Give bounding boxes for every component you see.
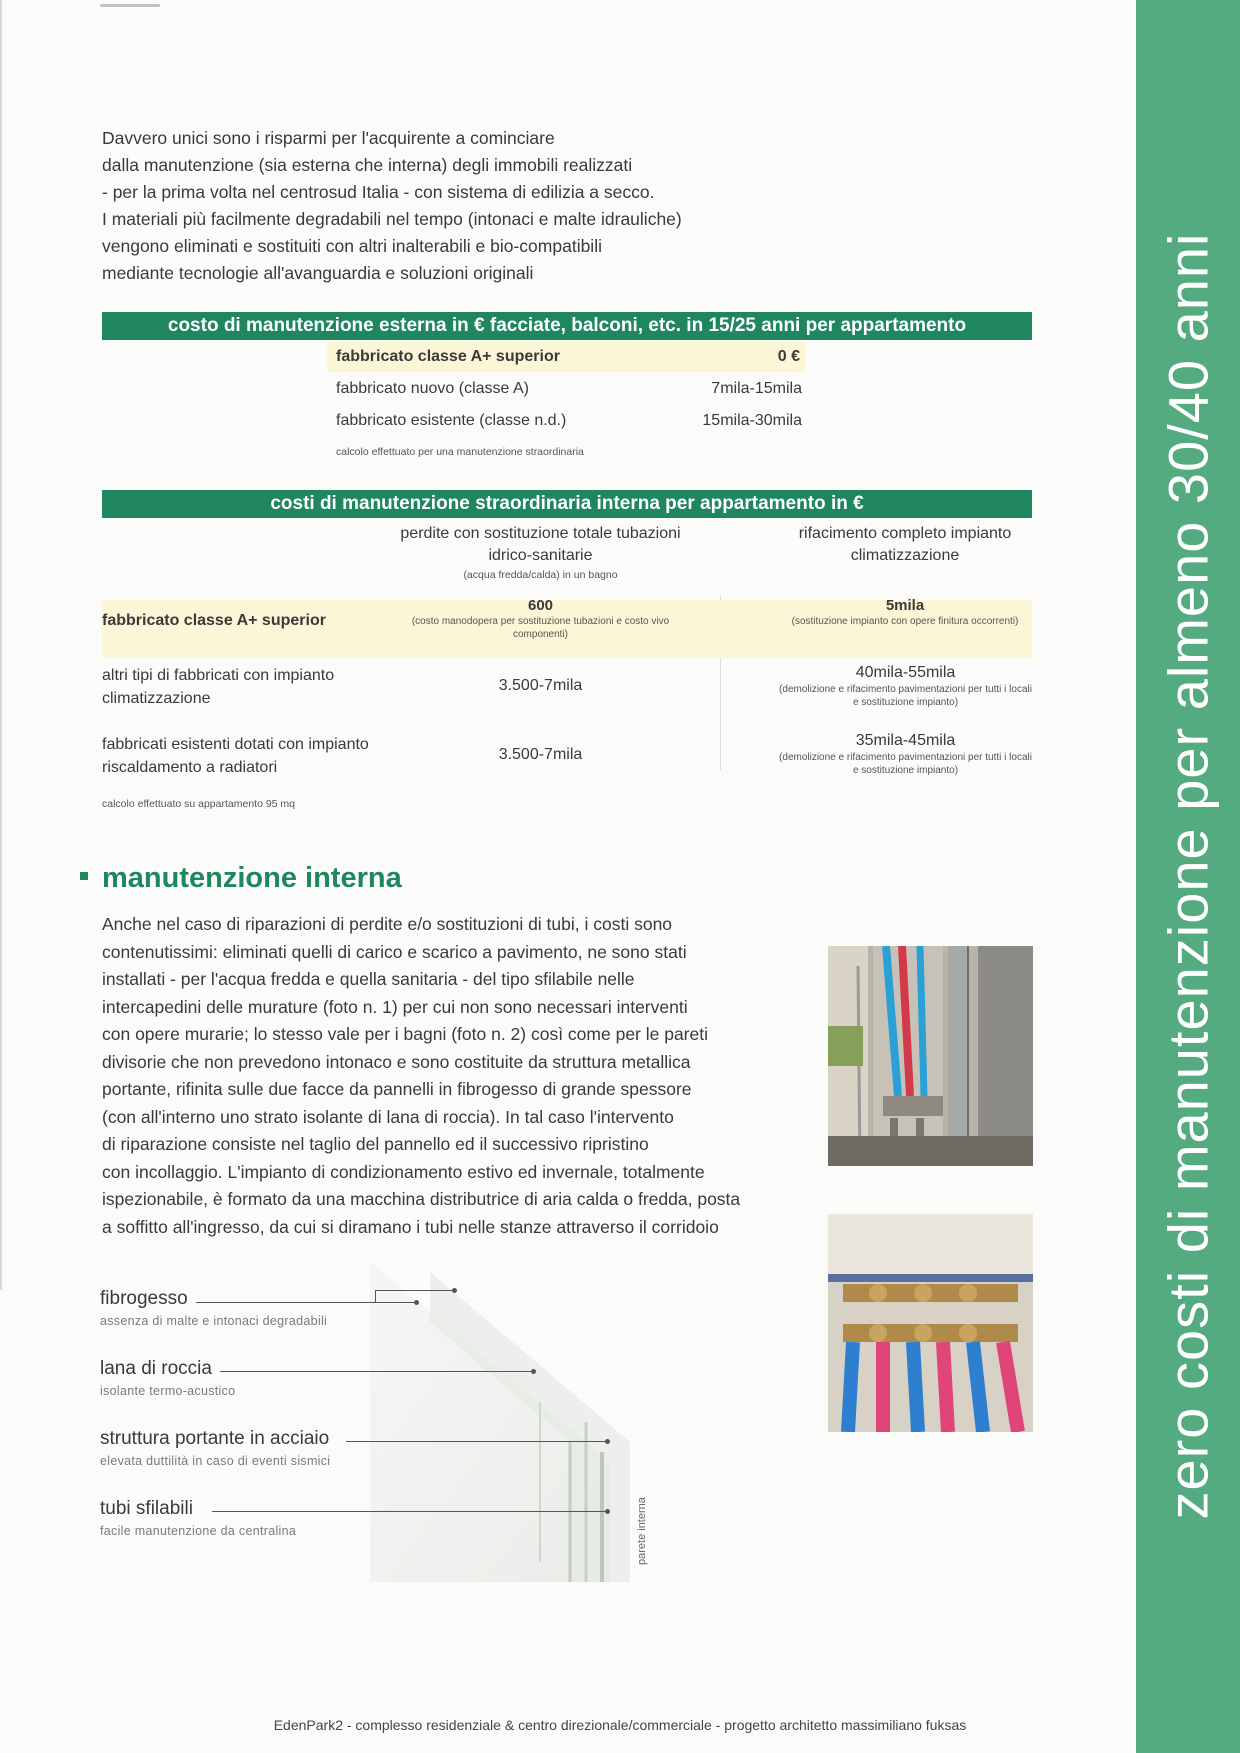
leader-line: [220, 1371, 534, 1372]
section-body: [102, 911, 782, 1241]
value-hvac-note: (demolizione e rifacimento pavimentazioni per tutti i locali e sostituzione impianto): [779, 752, 1032, 776]
body-line: con opere murarie; lo stesso vale per i bagni (foto n. 2) così come per le pareti: [102, 1024, 708, 1044]
external-note: calcolo effettuato per una manutenzione straordinaria: [336, 446, 584, 458]
layer-label: struttura portante in acciaio: [100, 1428, 330, 1449]
body-line: intercapedini delle murature (foto n. 1) per cui non sono necessari interventi: [102, 996, 688, 1017]
internal-cost-header: costi di manutenzione straordinaria interna per appartamento in €: [102, 490, 1032, 518]
leader-dot: [605, 1439, 610, 1444]
col1-title: perdite con sostituzione totale tubazioni idrico-sanitarie: [400, 525, 681, 564]
leader-line: [375, 1290, 455, 1291]
col1-subtitle: (acqua fredda/calda) in un bagno: [463, 569, 618, 581]
photo-pipes-in-wall: [828, 946, 1033, 1166]
body-line: con incollaggio. L'impianto di condizionamento estivo ed invernale, totalmente: [102, 1161, 705, 1182]
intro-line: dalla manutenzione (sia esterna che interna) degli immobili realizzati: [102, 155, 633, 175]
external-row-value: 7mila-15mila: [711, 380, 802, 397]
section-title: manutenzione interna: [102, 862, 402, 894]
top-mark: [100, 4, 160, 7]
body-line: portante, rifinita sulle due facce da pannelli in fibrogesso di grande spessore: [102, 1079, 692, 1099]
leader-dot: [414, 1300, 419, 1305]
value-hvac: 5mila: [885, 597, 925, 614]
external-row-label: fabbricato nuovo (classe A): [336, 380, 529, 397]
body-line: ispezionabile, è formato da una macchina distributrice di aria calda o fredda, posta: [102, 1189, 741, 1209]
page-footer: EdenPark2 - complesso residenziale & centro direzionale/commerciale - progetto architetto massimiliano fuksas: [273, 1717, 967, 1733]
col1-header: [383, 523, 698, 583]
wall-section-diagram: [330, 1262, 630, 1582]
body-line: contenutissimi: eliminati quelli di carico e scarico a pavimento, ne sono stati: [102, 941, 687, 962]
external-row-value: 15mila-30mila: [702, 412, 802, 429]
leader-dot: [452, 1288, 457, 1293]
intro-line: Davvero unici sono i risparmi per l'acquirente a cominciare: [102, 128, 555, 148]
value-hvac-note: (sostituzione impianto con opere finitura occorrenti): [791, 616, 1019, 627]
page-edge-line: [0, 0, 2, 1290]
leader-line: [375, 1290, 376, 1302]
layer-description: elevata duttilità in caso di eventi sismici: [100, 1454, 331, 1468]
wall-side-label: parete interna: [636, 1497, 648, 1565]
layer-description: assenza di malte e intonaci degradabili: [100, 1314, 328, 1328]
internal-row-value-1: 3.500-7mila: [498, 746, 583, 763]
section-heading: [80, 862, 402, 895]
sidebar-vertical-title: zero costi di manutenzione per almeno 30/40 anni: [1156, 232, 1220, 1520]
external-cost-header: costo di manutenzione esterna in € facciate, balconi, etc. in 15/25 anni per appartamento: [102, 312, 1032, 340]
body-line: di riparazione consiste nel taglio del pannello ed il successivo ripristino: [102, 1134, 649, 1154]
value-hvac-note: (demolizione e rifacimento pavimentazioni per tutti i locali e sostituzione impianto): [779, 684, 1032, 708]
layer-label: fibrogesso: [100, 1288, 188, 1309]
internal-row-value-2: [778, 663, 1033, 709]
col2-header: rifacimento completo impianto climatizzazione: [798, 525, 1012, 564]
value-pipes-note: (costo manodopera per sostituzione tubazioni e costo vivo componenti): [411, 616, 670, 640]
leader-dot: [605, 1509, 610, 1514]
body-line: a soffitto all'ingresso, da cui si diramano i tubi nelle stanze attraverso il corridoio: [102, 1216, 719, 1237]
body-line: installati - per l'acqua fredda e quella sanitaria - del tipo sfilabile nelle: [102, 969, 635, 989]
internal-row-label: altri tipi di fabbricati con impianto climatizzazione: [102, 667, 335, 707]
internal-row-label: fabbricato classe A+ superior: [102, 612, 326, 629]
value-pipes: 600: [527, 597, 554, 614]
wall-diagram-drawing: [330, 1262, 630, 1582]
intro-line: I materiali più facilmente degradabili nel tempo (intonaci e malte idrauliche): [102, 209, 682, 229]
intro-line: - per la prima volta nel centrosud Italia - con sistema di edilizia a secco.: [102, 182, 655, 202]
external-row-label: fabbricato classe A+ superior: [336, 348, 560, 365]
internal-row-value-2: [778, 731, 1033, 777]
photo-manifold-image: [828, 1214, 1033, 1432]
photo-pipes-image: [828, 946, 1033, 1166]
layer-description: facile manutenzione da centralina: [100, 1524, 297, 1538]
intro-paragraph: [102, 125, 742, 287]
layer-label: lana di roccia: [100, 1358, 212, 1379]
value-hvac: 40mila-55mila: [855, 664, 956, 681]
leader-line: [212, 1511, 608, 1512]
body-line: Anche nel caso di riparazioni di perdite e/o sostituzioni di tubi, i costi sono: [102, 914, 673, 934]
leader-line: [196, 1302, 418, 1303]
internal-row-value-1: 3.500-7mila: [498, 677, 583, 694]
intro-line: mediante tecnologie all'avanguardia e soluzioni originali: [102, 263, 534, 283]
layer-label: tubi sfilabili: [100, 1498, 193, 1519]
bullet-square: [80, 872, 88, 880]
layer-description: isolante termo-acustico: [100, 1384, 236, 1398]
external-row-value: 0 €: [777, 348, 800, 365]
external-row-label: fabbricato esistente (classe n.d.): [336, 412, 567, 429]
body-line: (con all'interno uno strato isolante di lana di roccia). In tal caso l'intervento: [102, 1106, 674, 1127]
intro-line: vengono eliminati e sostituiti con altri inalterabili e bio-compatibili: [102, 236, 602, 256]
internal-note: calcolo effettuato su appartamento 95 mq: [102, 798, 296, 810]
leader-dot: [531, 1369, 536, 1374]
photo-manifold: [828, 1214, 1033, 1432]
value-hvac: 35mila-45mila: [855, 732, 956, 749]
body-line: divisorie che non prevedono intonaco e sono costituite da struttura metallica: [102, 1051, 691, 1072]
internal-row-value-1: [393, 597, 688, 641]
internal-row-value-2: [785, 597, 1025, 628]
leader-line: [346, 1441, 608, 1442]
internal-row-label: fabbricati esistenti dotati con impianto riscaldamento a radiatori: [102, 736, 369, 776]
